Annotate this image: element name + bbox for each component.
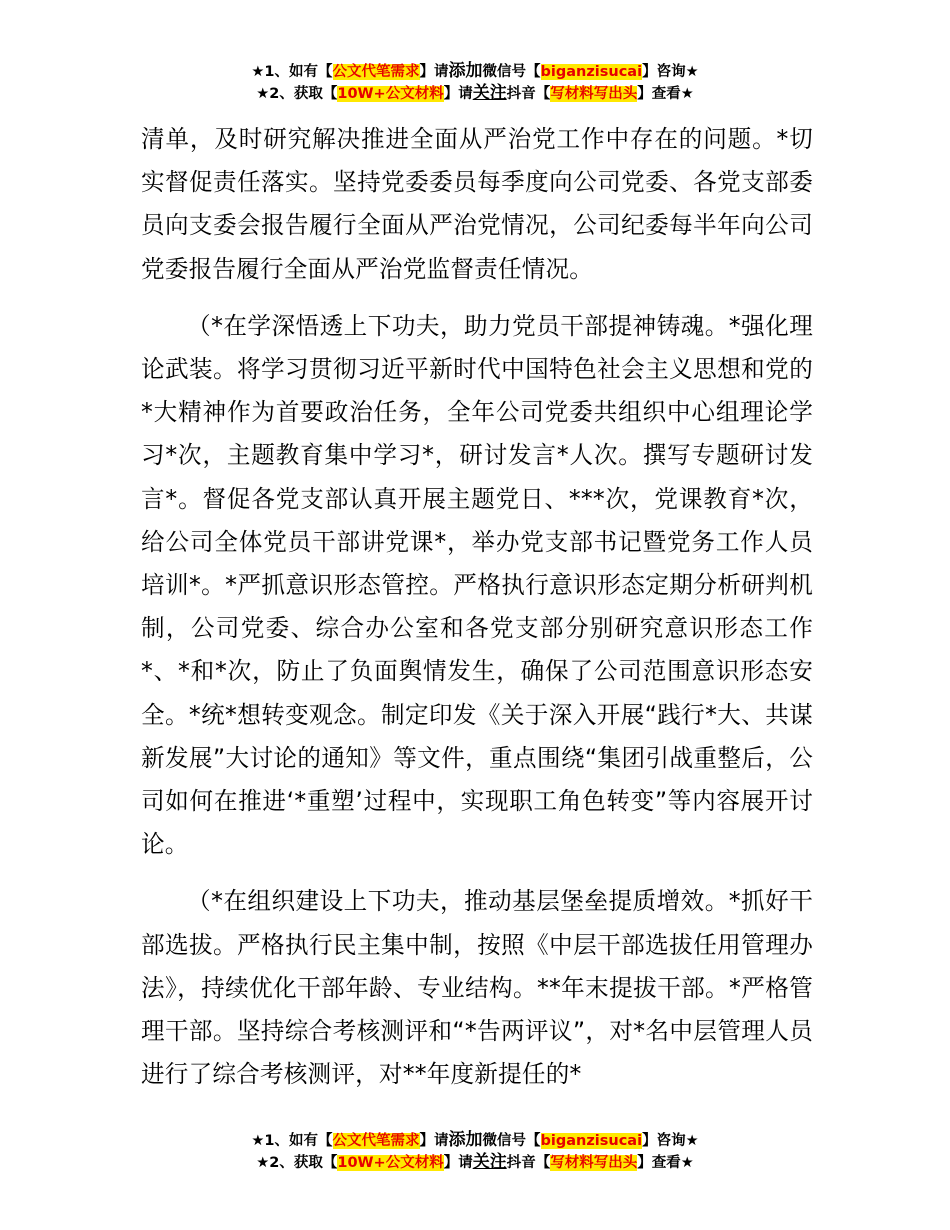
banner-line-1 — [0, 60, 950, 82]
banner-text: 】咨询★ — [642, 1133, 699, 1149]
highlight-douyin-id: 写材料写出头 — [550, 1155, 638, 1171]
banner-text: 】请 — [419, 1133, 449, 1149]
paragraph-1: 清单，及时研究解决推进全面从严治党工作中存在的问题。*切实督促责任落实。坚持党委委员每季度向公司党委、各党支部委员向支委会报告履行全面从严治党情况，公司纪委每半年向公司党委报告履行全面从严治党监督责任情况。 — [141, 125, 813, 283]
banner-text: ★1、如有【 — [251, 1133, 333, 1149]
banner-text: 】查看★ — [637, 86, 694, 102]
banner-text: 】咨询★ — [642, 64, 699, 80]
banner-text: 】查看★ — [637, 1155, 694, 1171]
banner-text: 抖音【 — [506, 86, 551, 102]
banner-line-1 — [0, 1129, 950, 1151]
paragraph-2: （*在学深悟透上下功夫，助力党员干部提神铸魂。*强化理论武装。将学习贯彻习近平新时代中国特色社会主义思想和党的*大精神作为首要政治任务，全年公司党委共组织中心组理论学习*次，主题教育集中学习*，研讨发言*人次。撰写专题研讨发言*。督促各党支部认真开展主题党日、***次，党课教育*次，给公司全体党员干部讲党课*，举办党支部书记暨党务工作人员培训*。*严抓意识形态管控。严格执行意识形态定期分析研判机制，公司党委、综合办公室和各党支部分别研究意识形态工作*、*和*次，防止了负面舆情发生，确保了公司范围意识形态安全。*统*想转变观念。制定印发《关于深入开展“践行*大、共谋新发展”大讨论的通知》等文件，重点围绕“集团引战重整后，公司如何在推进‘*重塑’过程中，实现职工角色转变”等内容展开讨论。 — [141, 311, 813, 859]
highlight-materials: 10W+公文材料 — [337, 1155, 444, 1171]
header-banner — [0, 60, 950, 104]
banner-line-2 — [0, 1151, 950, 1173]
banner-emphasis: 关注 — [472, 83, 507, 103]
banner-text: ★2、获取【 — [256, 1155, 338, 1171]
highlight-service: 公文代笔需求 — [332, 64, 420, 80]
highlight-douyin-id: 写材料写出头 — [550, 86, 638, 102]
banner-line-2 — [0, 82, 950, 104]
highlight-wechat-id: biganzisucai — [540, 1133, 643, 1149]
highlight-service: 公文代笔需求 — [332, 1133, 420, 1149]
highlight-wechat-id: biganzisucai — [540, 64, 643, 80]
banner-text: ★2、获取【 — [256, 86, 338, 102]
banner-text: 】请 — [419, 64, 449, 80]
highlight-materials: 10W+公文材料 — [337, 86, 444, 102]
banner-emphasis: 添加 — [448, 1130, 483, 1150]
banner-text: 】请 — [443, 86, 473, 102]
banner-text: 】请 — [443, 1155, 473, 1171]
banner-text: 微信号【 — [482, 1133, 541, 1149]
banner-emphasis: 关注 — [472, 1152, 507, 1172]
paragraph-3: （*在组织建设上下功夫，推动基层堡垒提质增效。*抓好干部选拔。严格执行民主集中制，按照《中层干部选拔任用管理办法》，持续优化干部年龄、专业结构。**年末提拔干部。*严格管理干部。坚持综合考核测评和“*告两评议”，对*名中层管理人员进行了综合考核测评，对**年度新提任的* — [141, 887, 813, 1089]
document-body — [141, 118, 813, 1096]
banner-text: 微信号【 — [482, 64, 541, 80]
banner-text: 抖音【 — [506, 1155, 551, 1171]
banner-emphasis: 添加 — [448, 61, 483, 81]
banner-text: ★1、如有【 — [251, 64, 333, 80]
footer-banner — [0, 1129, 950, 1173]
